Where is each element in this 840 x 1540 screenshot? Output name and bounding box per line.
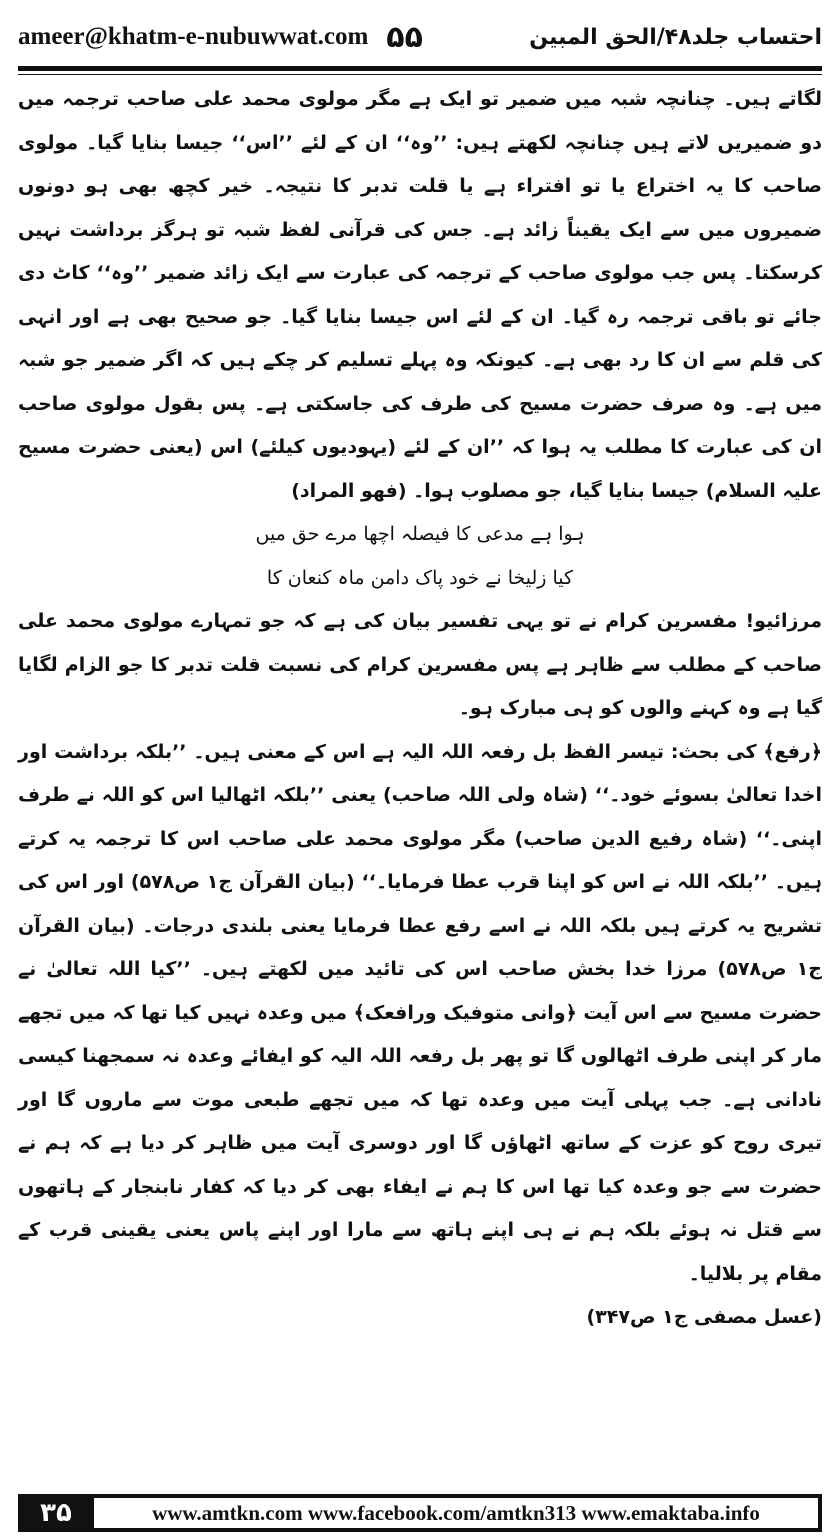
header-page-number: ۵۵ [386, 19, 423, 55]
header-left [18, 20, 423, 55]
footer-links[interactable]: www.amtkn.com www.facebook.com/amtkn313 www.emaktaba.info [94, 1498, 818, 1528]
page-header [18, 14, 822, 60]
couplet-line-2: کیا زلیخا نے خود پاک دامن ماہ کنعان کا [266, 566, 574, 589]
paragraph-3: ﴿رفع﴾ کی بحث: تیسر الفظ بل رفعہ اللہ الیہ ہے اس کے معنی ہیں۔ ’’بلکہ برداشت اور اخدا تعالیٰ بسوئے خود۔‘‘ (شاہ ولی اللہ صاحب) یعنی ’’بلکہ اٹھالیا اس کو اللہ نے طرف اپنی۔‘‘ (شاہ رفیع الدین صاحب) مگر مولوی محمد علی صاحب اس کا ترجمہ یہ کرتے ہیں۔ ’’بلکہ اللہ نے اس کو اپنا قرب عطا فرمایا۔‘‘ (بیان القرآن ج۱ ص۵۷۸) اور اس کی تشریح یہ کرتے ہیں بلکہ اللہ نے اسے رفع عطا فرمایا یعنی بلندی درجات۔ (بیان القرآن ج۱ ص۵۷۸) مرزا خدا بخش صاحب اس کی تائید میں لکھتے ہیں۔ ’’کیا اللہ تعالیٰ نے حضرت مسیح سے اس آیت ﴿وانی متوفیک ورافعک﴾ میں وعدہ نہیں کیا تھا کہ میں تجھے مار کر اپنی طرف اٹھالوں گا تو پھر بل رفعہ اللہ الیہ کو ایفائے وعدہ نہ سمجھنا کیسی نادانی ہے۔ جب پہلی آیت میں وعدہ تھا کہ میں تجھے طبعی موت سے ماروں گا اور تیری روح کو عزت کے ساتھ اٹھاؤں گا اور دوسری آیت میں ظاہر کر دیا ہے کہ ہم نے حضرت سے جو وعدہ کیا تھا اس کا ہم نے ایفاء بھی کر دیا کہ کفار نابنجار کے ہاتھوں سے قتل نہ ہوئے بلکہ ہم نے ہی اپنے ہاتھ سے مارا اور اپنے پاس یعنی یقینی قرب کے مقام پر بلالیا۔ [17, 740, 822, 1285]
header-rule [18, 66, 822, 71]
couplet-line-1: ہوا ہے مدعی کا فیصلہ اچھا مرے حق میں [255, 523, 585, 545]
paragraph-2: مرزائیو! مفسرین کرام نے تو یہی تفسیر بیان کی ہے کہ جو تمہارے مولوی محمد علی صاحب کے مطلب سے ظاہر ہے پس مفسرین کرام کی نسبت قلت تدبر کا جو الزام لگایا گیا ہے وہ کہنے والوں کو ہی مبارک ہو۔ [18, 610, 822, 719]
main-text [18, 78, 822, 1340]
footer-bar [18, 1494, 822, 1532]
header-rule-thin [18, 74, 822, 75]
paragraph-1: لگاتے ہیں۔ چنانچہ شبہ میں ضمیر تو ایک ہے مگر مولوی محمد علی صاحب ترجمہ میں دو ضمیریں لاتے ہیں چنانچہ لکھتے ہیں: ’’وہ‘‘ ان کے لئے ’’اس‘‘ جیسا بنایا گیا۔ مولوی صاحب کا یہ اختراع یا تو افتراء ہے یا قلت تدبر کا نتیجہ۔ خیر کچھ بھی ہو دونوں ضمیروں میں سے ایک یقیناً زائد ہے۔ جس کی قرآنی لفظ شبہ تو ہرگز برداشت نہیں کرسکتا۔ پس جب مولوی صاحب کے ترجمہ کی عبارت سے ایک زائد ضمیر ’’وہ‘‘ کاٹ دی جائے تو باقی ترجمہ رہ گیا۔ ان کے لئے اس جیسا بنایا گیا۔ جو صحیح بھی ہے اور انہی کی قلم سے ان کا رد بھی ہے۔ کیونکہ وہ پہلے تسلیم کر چکے ہیں کہ اگر ضمیر جو شبہ میں ہے۔ وہ صرف حضرت مسیح کی طرف کی جاسکتی ہے۔ پس بقول مولوی صاحب ان کی عبارت کا مطلب یہ ہوا کہ ’’ان کے لئے (یہودیوں کیلئے) اس (یعنی حضرت مسیح علیہ السلام) جیسا بنایا گیا، جو مصلوب ہوا۔ (فھو المراد) [18, 88, 822, 502]
citation: (عسل مصفی ج۱ ص۳۴۷) [586, 1306, 822, 1328]
footer-page-number: ۳۵ [18, 1494, 94, 1532]
header-email[interactable]: ameer@khatm-e-nubuwwat.com [18, 23, 369, 50]
running-title: احتساب جلد۴۸/الحق المبین [529, 24, 822, 50]
